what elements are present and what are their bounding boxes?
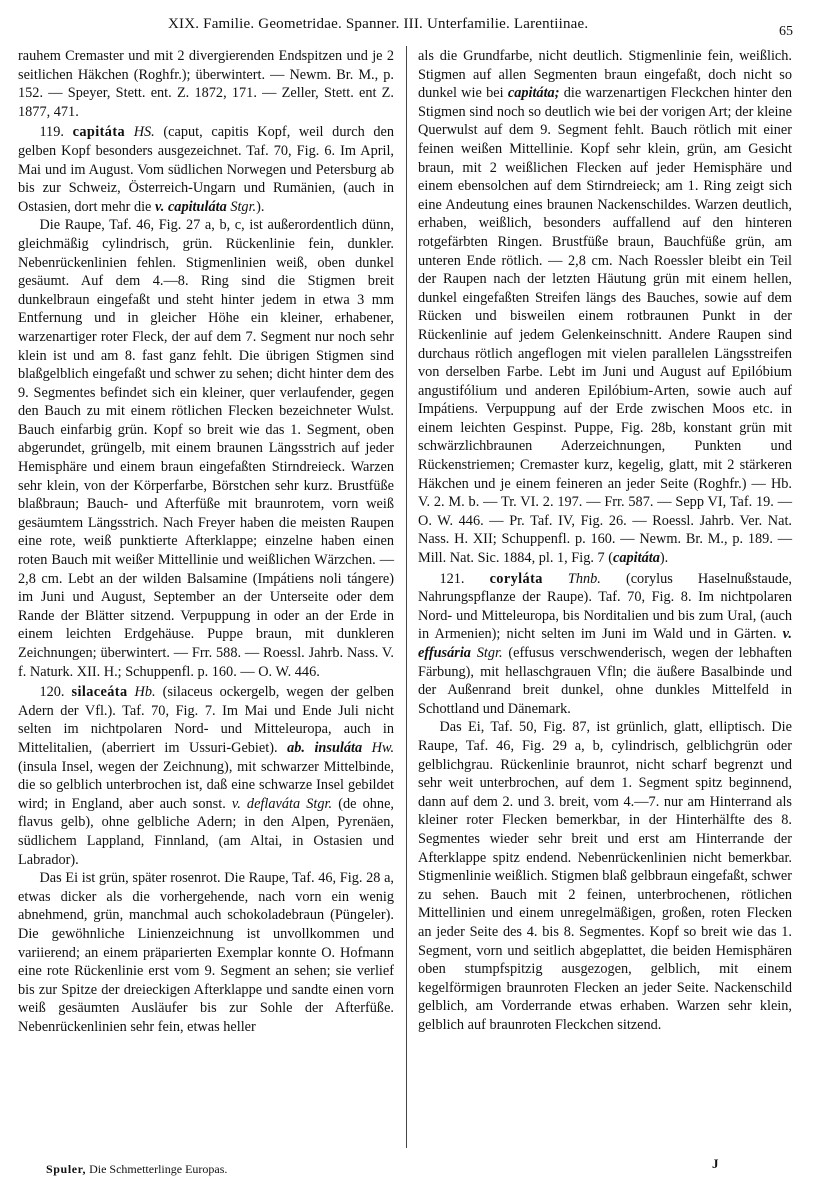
entry-text: ).	[659, 550, 669, 567]
entry-121	[418, 570, 792, 719]
variety-name: v. deflaváta	[231, 795, 301, 812]
variety-author: Stgr.	[230, 198, 257, 215]
column-divider	[406, 46, 407, 1148]
entry-text: (caput, capitis Kopf, weil durch den gelben Kopf besonders ausgezeichnet. Taf. 70, Fig. 6. Im April, Mai und im August. Vom südlichen Norwegen und Petersburg ab bis zur Schweiz, Österreich-Ungarn und Rumänien, (auch in Ostasien, dort mehr die	[18, 124, 395, 215]
paragraph-continuation	[418, 47, 792, 568]
egg-larva-description: Das Ei, Taf. 50, Fig. 87, ist grünlich, glatt, elliptisch. Die Raupe, Taf. 46, Fig. 29 a, b, cylindrisch, gelblichgrün oder gelblichgrau. Rückenlinie braunrot, nicht scharf begrenzt und sehr weit unterbrochen, auf dem 1. Segment spitz beginnend, dann auf dem 2. und 3. breit, vom 4.—7. nur am Hinterrand als kleiner roter Flecken bemerkbar, in der Hinterhälfte des 8. Segmentes wieder sehr breit und erst am Hinterrande der Afterklappe spitz endend. Nebenrückenlinien nicht bemerkbar. Stigmenlinie weißlich. Stigmen blaß gelbbraun eingefaßt, schwer zu sehen. Bauch mit 2 feinen, unterbrochenen, rötlichen Mittellinien und einem unregelmäßigen, großen, roten Flecken an jeder Seite des 4. bis 8. Segmentes. Kopf so breit wie das 1. Segment, vorn und seitlich abgeplattet, die beiden Hemisphären oben stumpfspitzig ausgezogen, gelblich, mit einem kegelförmigen braunroten Flecken an jeder Seite. Nackenschild gelblich, am Vorderrande etwas erhaben. Warzen sehr klein, gelblich auf braunroten Fleckchen sitzend.	[418, 719, 793, 1033]
entry-text: (effusus verschwenderisch, wegen der lebhaften Färbung), mit hellaschgrauen Vfln; die äußere Basalbinde und der Außenrand breit dunkel, ohne dunkles Mittelfeld in Schottland und Dänemark.	[418, 645, 792, 717]
variety-author: Stgr.	[476, 645, 503, 661]
species-name: coryláta	[489, 570, 543, 587]
species-reference: capitáta	[613, 550, 660, 567]
larva-description: Die Raupe, Taf. 46, Fig. 27 a, b, c, ist außerordentlich dünn, gleichmäßig cylindrisch, grün. Rückenlinie fein, dunkler. Nebenrückenlinien fehlen. Stigmenlinien weiß, oben dunkel gesäumt. Auf dem 4.—8. Ring sind die Stigmen breit dunkelbraun eingefaßt und steht hinter jedem in etwa 3 mm Entfernung und in gleicher Höhe ein kleiner, erhabener, warzenartiger roter Fleck, der auf dem 7. Segment nur noch sehr klein ist und am 8. fast ganz fehlt. Die übrigen Stigmen sind blaßgelblich eingefaßt und schwer zu sehen; dicht hinter dem des 9. Segmentes befindet sich ein kleiner, quer verlaufender, gegen den Bauch zu mit einem rötlichen Flecken bezeichneter Wulst. Bauch einfarbig grün. Kopf so breit wie das 1. Segment, oben abgerundet, grüngelb, mit einem braunen Längsstrich auf jeder Hemisphäre und einem braun eingefaßten Stirndreieck. Warzen sehr klein, von der Körperfarbe, Börstchen sehr kurz. Brustfüße blaßbraun; Bauch- und Afterfüße mit braunrotem, vorn weiß gesäumtem Längsstrich. Nach Freyer haben die meisten Raupen eine rote, weiß punktierte Afterklappe; einzelne haben einen roten Bauch mit weißer Mittellinie und weißlichen Wärzchen. — 2,8 cm. Lebt an der wilden Balsamine (Impátiens noli tángere) im Juni und August, September an der Unterseite oder dem Rande der Blätter sitzend. Verpuppung in oder an der Erde in einem leichten Erdgehäuse. Puppe braun, mit dunkleren Zeichnungen; überwintert. — Frr. 588. — Roessl. Jahrb. Nass. V. f. Naturk. XII. H.; Schuppenfl. p. 160. — O. W. 446.	[18, 217, 394, 680]
entry-number: 121.	[439, 570, 465, 587]
entry-120	[18, 683, 394, 869]
entry-text: ).	[256, 198, 265, 215]
right-column	[418, 47, 792, 1034]
aberration-author: Hw.	[371, 739, 395, 756]
species-name: silaceáta	[71, 684, 128, 701]
page-footer	[46, 1162, 227, 1177]
species-author: Hb.	[134, 684, 156, 701]
entry-text: (de ohne, flavus gelb), ohne gelbliche Adern; in den Alpen, Pyrenäen, südlichem Lappland, Finnland, (am Altai, in Ostasien und Labrador).	[18, 795, 394, 868]
egg-larva-description: Das Ei ist grün, später rosenrot. Die Raupe, Taf. 46, Fig. 28 a, etwas dicker als die vorhergehende, nach vorn ein wenig abnehmend, grün, manchmal auch schokoladebraun (Püngeler). Die gewöhnliche Linienzeichnung ist unvollkommen und variierend; an einem präparierten Exemplar konnte O. Hofmann eine rote Rückenlinie erst vom 9. Segment an sehen; sie verlief bis zur Spitze der dreieckigen Afterklappe und sandte einen vorn weiß gesäumten Ausläufer bis zur Sohle der Afterfüße. Nebenrückenlinien sehr fein, etwas heller	[18, 870, 394, 1035]
running-header	[0, 16, 819, 40]
entry-text: (silaceus ockergelb, wegen der gelben Adern der Vfl.). Taf. 70, Fig. 7. Im Mai und Ende Juli nicht selten im nichtpolaren Nord- und Mitteleuropa, auch in Mittelitalien, (aberriert im Ussuri-Gebiet).	[18, 684, 395, 756]
left-column	[18, 47, 394, 1036]
entry-text: (corylus Haselnußstaude, Nahrungspflanze der Raupe). Taf. 70, Fig. 8. Im nichtpolaren Nord- und Mitteleuropa, bis Norditalien und bis zum Ural, (auch in Armenien); nicht selten im Juni im Wald und in Gärten.	[418, 570, 792, 643]
variety-author: Stgr.	[306, 795, 333, 812]
variety-name: v. effusária	[418, 626, 792, 661]
species-name: capitáta	[72, 124, 126, 141]
entry-number: 119.	[39, 124, 64, 141]
species-reference: capitáta;	[507, 85, 560, 102]
aberration-name: ab. insuláta	[287, 739, 363, 756]
entry-text: (insula Insel, wegen der Zeichnung), mit schwarzer Mittelbinde, die so gelblich unterbrochen ist, daß eine schwarze Insel gebildet wird; in England, aber auch sonst.	[18, 758, 394, 812]
footer-book-title: Die Schmetterlinge Europas.	[89, 1162, 228, 1176]
species-author: HS.	[133, 124, 155, 141]
variety-name: v. capituláta	[154, 198, 227, 215]
species-author: Thnb.	[567, 570, 601, 587]
page-number: 65	[779, 24, 793, 39]
footer-author: Spuler,	[46, 1162, 87, 1176]
entry-119	[18, 123, 394, 216]
header-title: XIX. Familie. Geometridae. Spanner. III. Unterfamilie. Larentiinae.	[168, 16, 589, 32]
entry-number: 120.	[39, 684, 65, 701]
signature-mark: J	[712, 1156, 719, 1171]
entry-text: die warzenartigen Fleckchen hinter den Stigmen sind noch so deutlich wie bei der vorigen Art; der kleine Querwulst auf dem 9. Segment fehlt. Bauch rötlich mit einer feinen weißen Mittellinie. Kopf sehr klein, grün, am Gesicht braun, mit 2 weißlichen Flecken auf jeder Hemisphäre und einem ebensolchen auf dem Stirndreieck; am 1. Ring zeigt sich eine Andeutung eines braunen Nackenschildes. Warzen deutlich, erhaben, weißlich, besonders auffallend auf den hinteren rotgefärbten Ringen. Brustfüße braun, Bauchfüße grün, am unteren Ende rötlich. — 2,8 cm. Nach Roessler bleibt ein Teil der Raupen nach der letzten Häutung grün mit einem hellen, dunkel eingefaßten Streifen längs des Bauches, sowie auf dem Rücken und bisweilen einem rotbraunen Punkt in der Rückenlinie auf jedem Gelenkeinschnitt. Andere Raupen sind durchaus rötlich angeflogen mit vielen parallelen Längsstreifen von derselben Farbe. Lebt im Juni und August auf Epilóbium angustifólium und anderen Epilóbium-Arten, sowie auch auf Impátiens. Verpuppung auf der Erde zwischen Moos etc. in einem leichten Gespinst. Puppe, Fig. 28b, konstant grün mit schwärzlichbraunen Aderzeichnungen, Punkten und Rückenstriemen; Cremaster kurz, kegelig, glatt, mit 2 stärkeren Häkchen und je einem feineren an jeder Seite (Roghfr.) — Hb. V. 2. M. b. — Tr. VI. 2. 197. — Frr. 587. — Sepp VI, Taf. 19. — O. W. 446. — Pr. Taf. IV, Fig. 26. — Roessl. Jahrb. Ver. Nat. Nass. H. XII; Schuppenfl. p. 160. — Newm. Br. M., p. 189. — Mill. Nat. Sic. 1884, pl. 1, Fig. 7 (	[418, 85, 793, 567]
paragraph-continuation: rauhem Cremaster und mit 2 divergierenden Endspitzen und je 2 seitlichen Häkchen (Roghfr.); überwintert. — Newm. Br. M., p. 152. — Speyer, Stett. ent. Z. 1872, 171. — Zeller, Stett. ent Z. 1877, 471.	[18, 48, 394, 120]
entry-text: als die Grundfarbe, nicht deutlich. Stigmenlinie fein, weißlich. Stigmen auf allen Segmenten braun eingefaßt, doch nicht so dunkel wie bei	[418, 48, 792, 102]
